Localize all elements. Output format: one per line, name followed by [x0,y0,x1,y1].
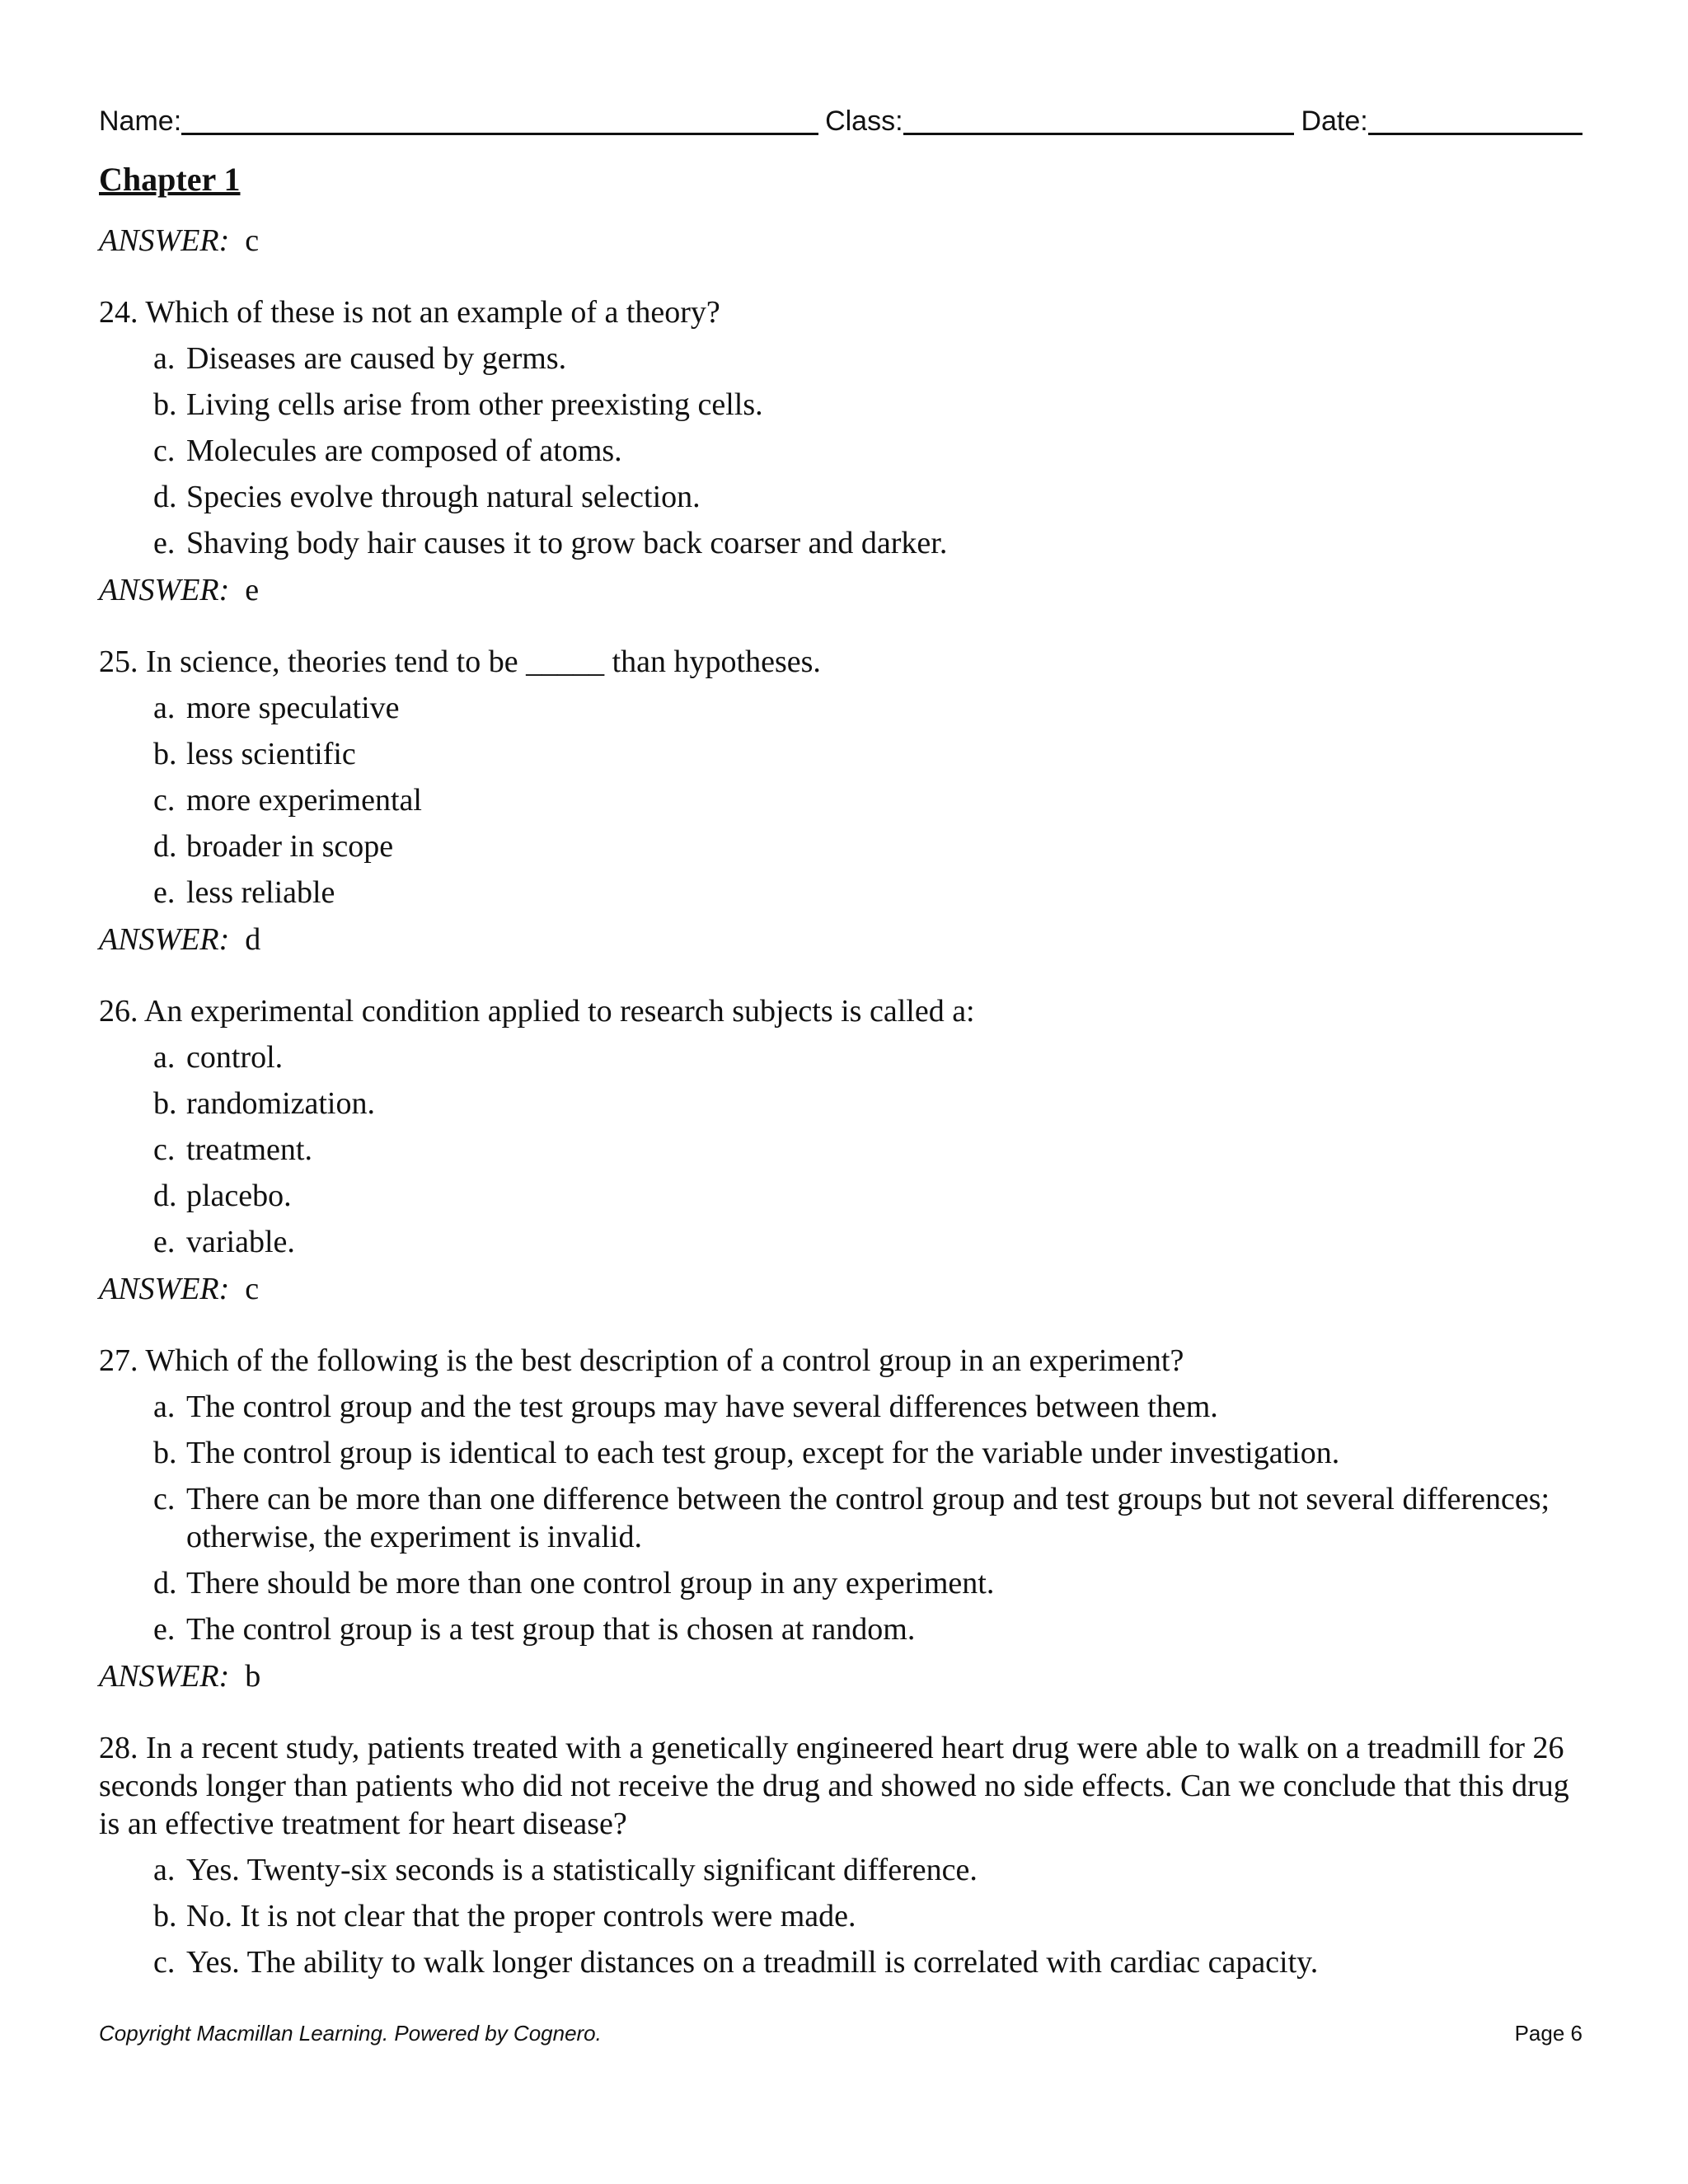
question-number: 27. [99,1343,138,1378]
option-text: Molecules are composed of atoms. [186,434,622,468]
option-d [153,478,1582,516]
option-letter: a. [153,1390,176,1424]
document-body [99,157,1582,1981]
option-c [153,432,1582,470]
chapter-title: Chapter 1 [99,161,241,198]
option-b [153,735,1582,773]
class-blank-line [903,103,1295,135]
option-e [153,1610,1582,1648]
option-text: Yes. The ability to walk longer distances on a treadmill is correlated with cardiac capacity. [186,1945,1319,1980]
option-e [153,874,1582,912]
option-letter: c. [153,1945,176,1980]
option-c [153,1480,1582,1556]
answer-value: c [245,223,260,258]
option-letter: a. [153,1853,176,1887]
option-a [153,1388,1582,1426]
option-letter: d. [153,1179,177,1213]
option-list [153,1038,1582,1261]
option-letter: a. [153,341,176,376]
date-label: Date: [1301,105,1368,137]
date-blank-line [1368,103,1582,135]
question-25 [99,643,1582,963]
option-b [153,1085,1582,1122]
option-b [153,1434,1582,1472]
answer-label: ANSWER: [99,573,230,607]
answer-label: ANSWER: [99,922,230,957]
option-text: Living cells arise from other preexisting cells. [186,387,763,422]
option-letter: d. [153,829,177,864]
page-number: Page 6 [1514,2021,1582,2046]
option-letter: b. [153,1436,177,1470]
option-c [153,1131,1582,1169]
option-d [153,827,1582,865]
option-text: The control group is a test group that is chosen at random. [186,1612,916,1647]
question-26 [99,992,1582,1312]
option-letter: b. [153,737,177,771]
question-text [99,643,1582,681]
option-text: less scientific [186,737,356,771]
question-number: 24. [99,295,138,330]
option-letter: d. [153,480,177,514]
option-text: The control group is identical to each test group, except for the variable under investigation. [186,1436,1340,1470]
option-a [153,1851,1582,1889]
option-letter: e. [153,1225,176,1259]
question-prompt: In science, theories tend to be _____ than hypotheses. [146,644,821,679]
question-24 [99,293,1582,613]
option-letter: c. [153,783,176,818]
option-letter: e. [153,1612,176,1647]
answer-label: ANSWER: [99,223,230,258]
question-text [99,992,1582,1030]
option-text: control. [186,1040,284,1075]
option-text: less reliable [186,875,335,910]
option-a [153,340,1582,377]
previous-answer [99,218,1582,264]
option-letter: b. [153,387,177,422]
option-d [153,1177,1582,1215]
option-a [153,689,1582,727]
option-list [153,689,1582,912]
option-letter: c. [153,434,176,468]
option-d [153,1564,1582,1602]
question-text [99,1342,1582,1380]
option-text: Diseases are caused by germs. [186,341,567,376]
option-text: more speculative [186,691,400,725]
question-prompt: An experimental condition applied to research subjects is called a: [143,994,975,1029]
question-number: 25. [99,644,138,679]
option-b [153,1897,1582,1935]
option-e [153,524,1582,562]
answer-value: e [245,573,260,607]
answer-value: b [245,1659,261,1694]
option-letter: b. [153,1086,177,1121]
option-text: No. It is not clear that the proper controls were made. [186,1899,856,1933]
question-number: 26. [99,994,138,1029]
option-letter: b. [153,1899,177,1933]
page-footer [99,2021,1582,2046]
question-27 [99,1342,1582,1699]
class-label: Class: [825,105,903,137]
option-e [153,1223,1582,1261]
worksheet-header [99,94,1582,135]
copyright-notice: Copyright Macmillan Learning. Powered by Cognero. [99,2021,602,2046]
option-text: more experimental [186,783,422,818]
option-text: randomization. [186,1086,375,1121]
option-text: broader in scope [186,829,394,864]
question-number: 28. [99,1731,138,1765]
question-prompt: Which of these is not an example of a theory? [145,295,720,330]
question-answer [99,1653,1582,1699]
answer-label: ANSWER: [99,1659,230,1694]
option-b [153,386,1582,424]
question-prompt: Which of the following is the best description of a control group in an experiment? [145,1343,1184,1378]
question-28 [99,1729,1582,1981]
option-list [153,340,1582,562]
question-answer [99,567,1582,613]
option-text: Yes. Twenty-six seconds is a statistically significant difference. [186,1853,978,1887]
option-list [153,1851,1582,1981]
question-answer [99,1266,1582,1312]
option-letter: a. [153,1040,176,1075]
name-blank-line [181,103,818,135]
answer-value: d [245,922,261,957]
option-list [153,1388,1582,1648]
option-letter: c. [153,1482,176,1516]
question-prompt: In a recent study, patients treated with a genetically engineered heart drug were able to walk on a treadmill for 26 seconds longer than patients who did not receive the drug and showed no side effects. Can we conclude that this drug is an effective treatment for heart disease? [99,1731,1569,1841]
question-text [99,293,1582,331]
option-text: placebo. [186,1179,292,1213]
option-text: treatment. [186,1132,312,1167]
option-text: There can be more than one difference between the control group and test groups but not several differences; otherwise, the experiment is invalid. [186,1482,1550,1554]
option-letter: e. [153,875,176,910]
option-text: The control group and the test groups may have several differences between them. [186,1390,1218,1424]
option-text: Species evolve through natural selection. [186,480,701,514]
option-letter: e. [153,526,176,560]
option-a [153,1038,1582,1076]
option-letter: a. [153,691,176,725]
option-text: Shaving body hair causes it to grow back coarser and darker. [186,526,948,560]
question-answer [99,916,1582,963]
option-text: variable. [186,1225,295,1259]
question-text [99,1729,1582,1843]
name-label: Name: [99,105,182,137]
option-letter: d. [153,1566,177,1601]
option-text: There should be more than one control group in any experiment. [186,1566,995,1601]
option-c [153,1943,1582,1981]
option-letter: c. [153,1132,176,1167]
answer-label: ANSWER: [99,1272,230,1306]
answer-value: c [245,1272,260,1306]
option-c [153,781,1582,819]
